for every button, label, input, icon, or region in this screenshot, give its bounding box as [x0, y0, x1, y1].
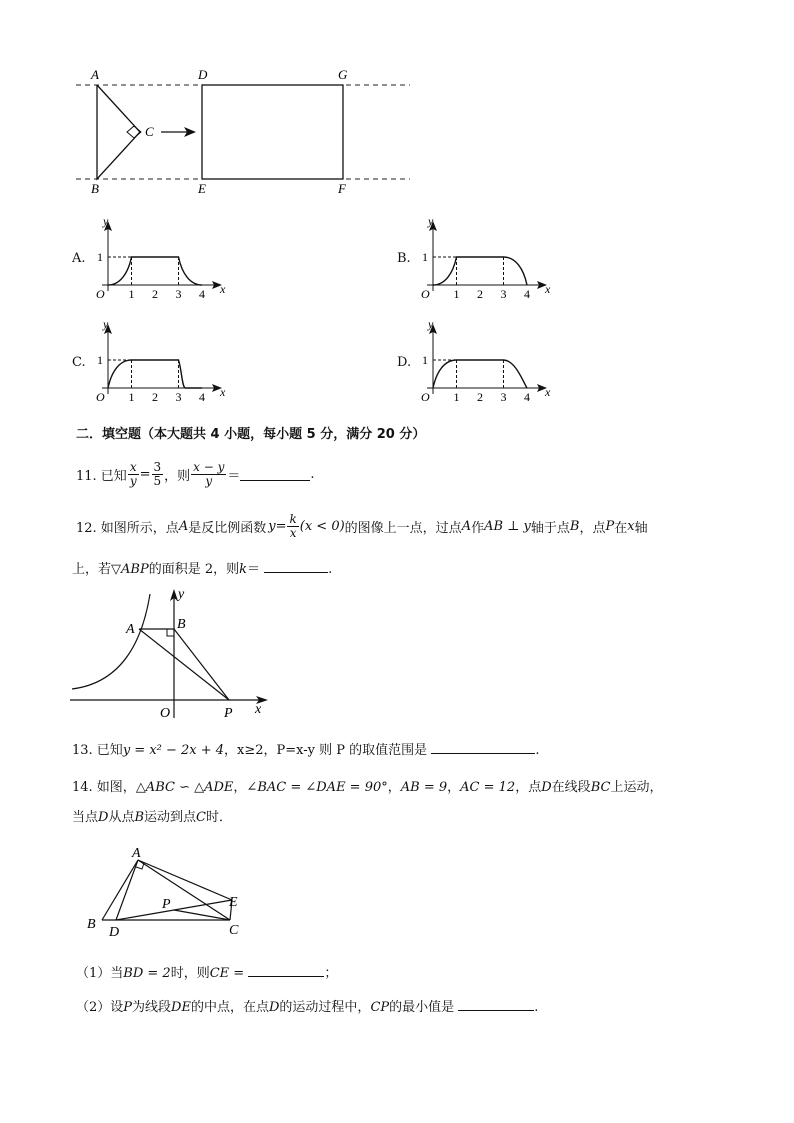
- label-e: E: [229, 895, 238, 910]
- option-b-graph: [413, 215, 558, 300]
- x-axis-label: x: [220, 282, 226, 296]
- label-e: E: [198, 181, 206, 196]
- q14-sub2-answer-blank[interactable]: [458, 998, 534, 1011]
- label-b: B: [87, 917, 96, 932]
- x-tick-label-2: 2: [477, 390, 483, 403]
- y-tick-label-1: 1: [97, 353, 103, 367]
- question-13: 13. 已知y = x² − 2x + 4，x≥2，P=x-y 则 P 的取值范围是 .: [72, 743, 540, 758]
- x-tick-label-3: 3: [175, 390, 182, 403]
- segment-bp: [174, 629, 229, 700]
- y-tick-label-1: 1: [422, 353, 428, 367]
- label-g: G: [338, 67, 348, 82]
- label-o: O: [160, 706, 171, 720]
- label-a: A: [126, 622, 135, 637]
- segment-ab: [102, 860, 138, 920]
- function-curve: [433, 257, 527, 285]
- label-b: B: [177, 617, 186, 632]
- x-axis-label: x: [545, 385, 551, 399]
- option-c-letter: C.: [72, 355, 86, 370]
- q13-answer-blank[interactable]: [431, 741, 535, 754]
- q12-frac-k-x: $\frac{k}{x}$: [289, 512, 297, 540]
- label-a: A: [91, 67, 99, 82]
- triangle-abc: [97, 85, 140, 179]
- question-14-line1: 14. 如图，△ABC ∽ △ADE，∠BAC = ∠DAE = 90°，AB = 9，AC = 12，点D在线段BC上运动，: [72, 780, 663, 795]
- origin-label: O: [96, 390, 105, 403]
- origin-label: O: [421, 287, 430, 300]
- y-tick-label-1: 1: [422, 250, 428, 264]
- x-tick-label-2: 2: [152, 390, 158, 403]
- x-tick-label-3: 3: [175, 287, 182, 300]
- q11-frac-x-y: $\frac{x}{y}$: [129, 460, 137, 488]
- section-heading: 二．填空题（本大题共 4 小题，每小题 5 分，满分 20 分）: [76, 427, 426, 442]
- option-b-letter: B.: [397, 251, 411, 266]
- x-tick-label-1: 1: [453, 287, 460, 300]
- x-tick-label-1: 1: [128, 390, 135, 403]
- label-f: F: [338, 181, 346, 196]
- q11-frac-xmy-y: $\frac{x - y}{y}$: [193, 460, 225, 488]
- rectangle-degf: [202, 85, 343, 179]
- question-12-line1: 12. 如图所示，点 A 是反比例函数 y = $\frac{k}{x}$ (x < 0) 的图像上一点，过点 A 作 AB ⊥ y 轴于点 B ，点 P 在 x 轴: [76, 512, 648, 540]
- x-axis-label: x: [220, 385, 226, 399]
- label-p: P: [224, 706, 233, 720]
- segment-ad: [116, 860, 138, 920]
- segment-ap: [139, 629, 229, 700]
- question-11: 11. 已知 $\frac{x}{y}$ = $\frac{3}{5}$ ，则 $\frac{x - y}{y}$ ＝ .: [76, 460, 315, 488]
- right-angle-mark: [167, 629, 174, 636]
- question-14-sub1: （1）当BD = 2时，则CE = ；: [76, 966, 338, 981]
- q11-prefix: 11. 已知: [76, 469, 127, 484]
- q11-frac-3-5: $\frac{3}{5}$: [153, 460, 162, 488]
- x-tick-label-4: 4: [524, 287, 530, 300]
- label-d: D: [109, 925, 120, 940]
- option-c-graph: [88, 318, 233, 403]
- y-axis-label: y: [103, 215, 109, 228]
- x-tick-label-3: 3: [500, 287, 507, 300]
- x-tick-label-2: 2: [152, 287, 158, 300]
- x-tick-label-1: 1: [453, 390, 460, 403]
- function-curve: [433, 360, 527, 388]
- y-axis-label: y: [103, 318, 109, 331]
- option-d-graph: [413, 318, 558, 403]
- option-d-letter: D.: [397, 355, 412, 370]
- moving-triangle-figure: [70, 66, 420, 196]
- label-a: A: [132, 846, 141, 861]
- x-tick-label-4: 4: [524, 390, 530, 403]
- q12-figure: [66, 586, 276, 720]
- origin-label: O: [96, 287, 105, 300]
- x-tick-label-3: 3: [500, 390, 507, 403]
- label-x: x: [255, 702, 262, 717]
- origin-label: O: [421, 390, 430, 403]
- label-b: B: [91, 181, 99, 196]
- x-axis-label: x: [545, 282, 551, 296]
- function-curve: [108, 360, 202, 388]
- question-14-sub2: （2）设P为线段DE的中点，在点D的运动过程中，CP的最小值是 .: [76, 1000, 539, 1015]
- hyperbola-branch: [72, 594, 150, 689]
- right-angle-mark: [127, 126, 141, 138]
- x-tick-label-1: 1: [128, 287, 135, 300]
- y-axis-label: y: [428, 215, 434, 228]
- label-c: C: [229, 923, 239, 938]
- function-curve: [108, 257, 202, 285]
- x-tick-label-2: 2: [477, 287, 483, 300]
- label-y: y: [178, 587, 185, 602]
- question-14-line2: 当点D从点B运动到点C时．: [72, 810, 233, 825]
- segment-ac: [138, 860, 230, 920]
- q11-answer-blank[interactable]: [240, 468, 310, 481]
- y-tick-label-1: 1: [97, 250, 103, 264]
- label-d: D: [198, 67, 208, 82]
- q14-sub1-answer-blank[interactable]: [248, 964, 324, 977]
- label-c: C: [145, 124, 154, 139]
- x-tick-label-4: 4: [199, 390, 205, 403]
- label-p: P: [162, 897, 171, 912]
- y-axis-label: y: [428, 318, 434, 331]
- option-a-graph: [88, 215, 233, 300]
- question-12-line2: 上，若▽ABP的面积是 2，则k＝ .: [72, 562, 333, 577]
- q12-answer-blank[interactable]: [264, 560, 328, 573]
- x-tick-label-4: 4: [199, 287, 205, 300]
- q14-figure: [82, 840, 252, 940]
- option-a-letter: A.: [72, 251, 86, 266]
- segment-ae: [138, 860, 232, 900]
